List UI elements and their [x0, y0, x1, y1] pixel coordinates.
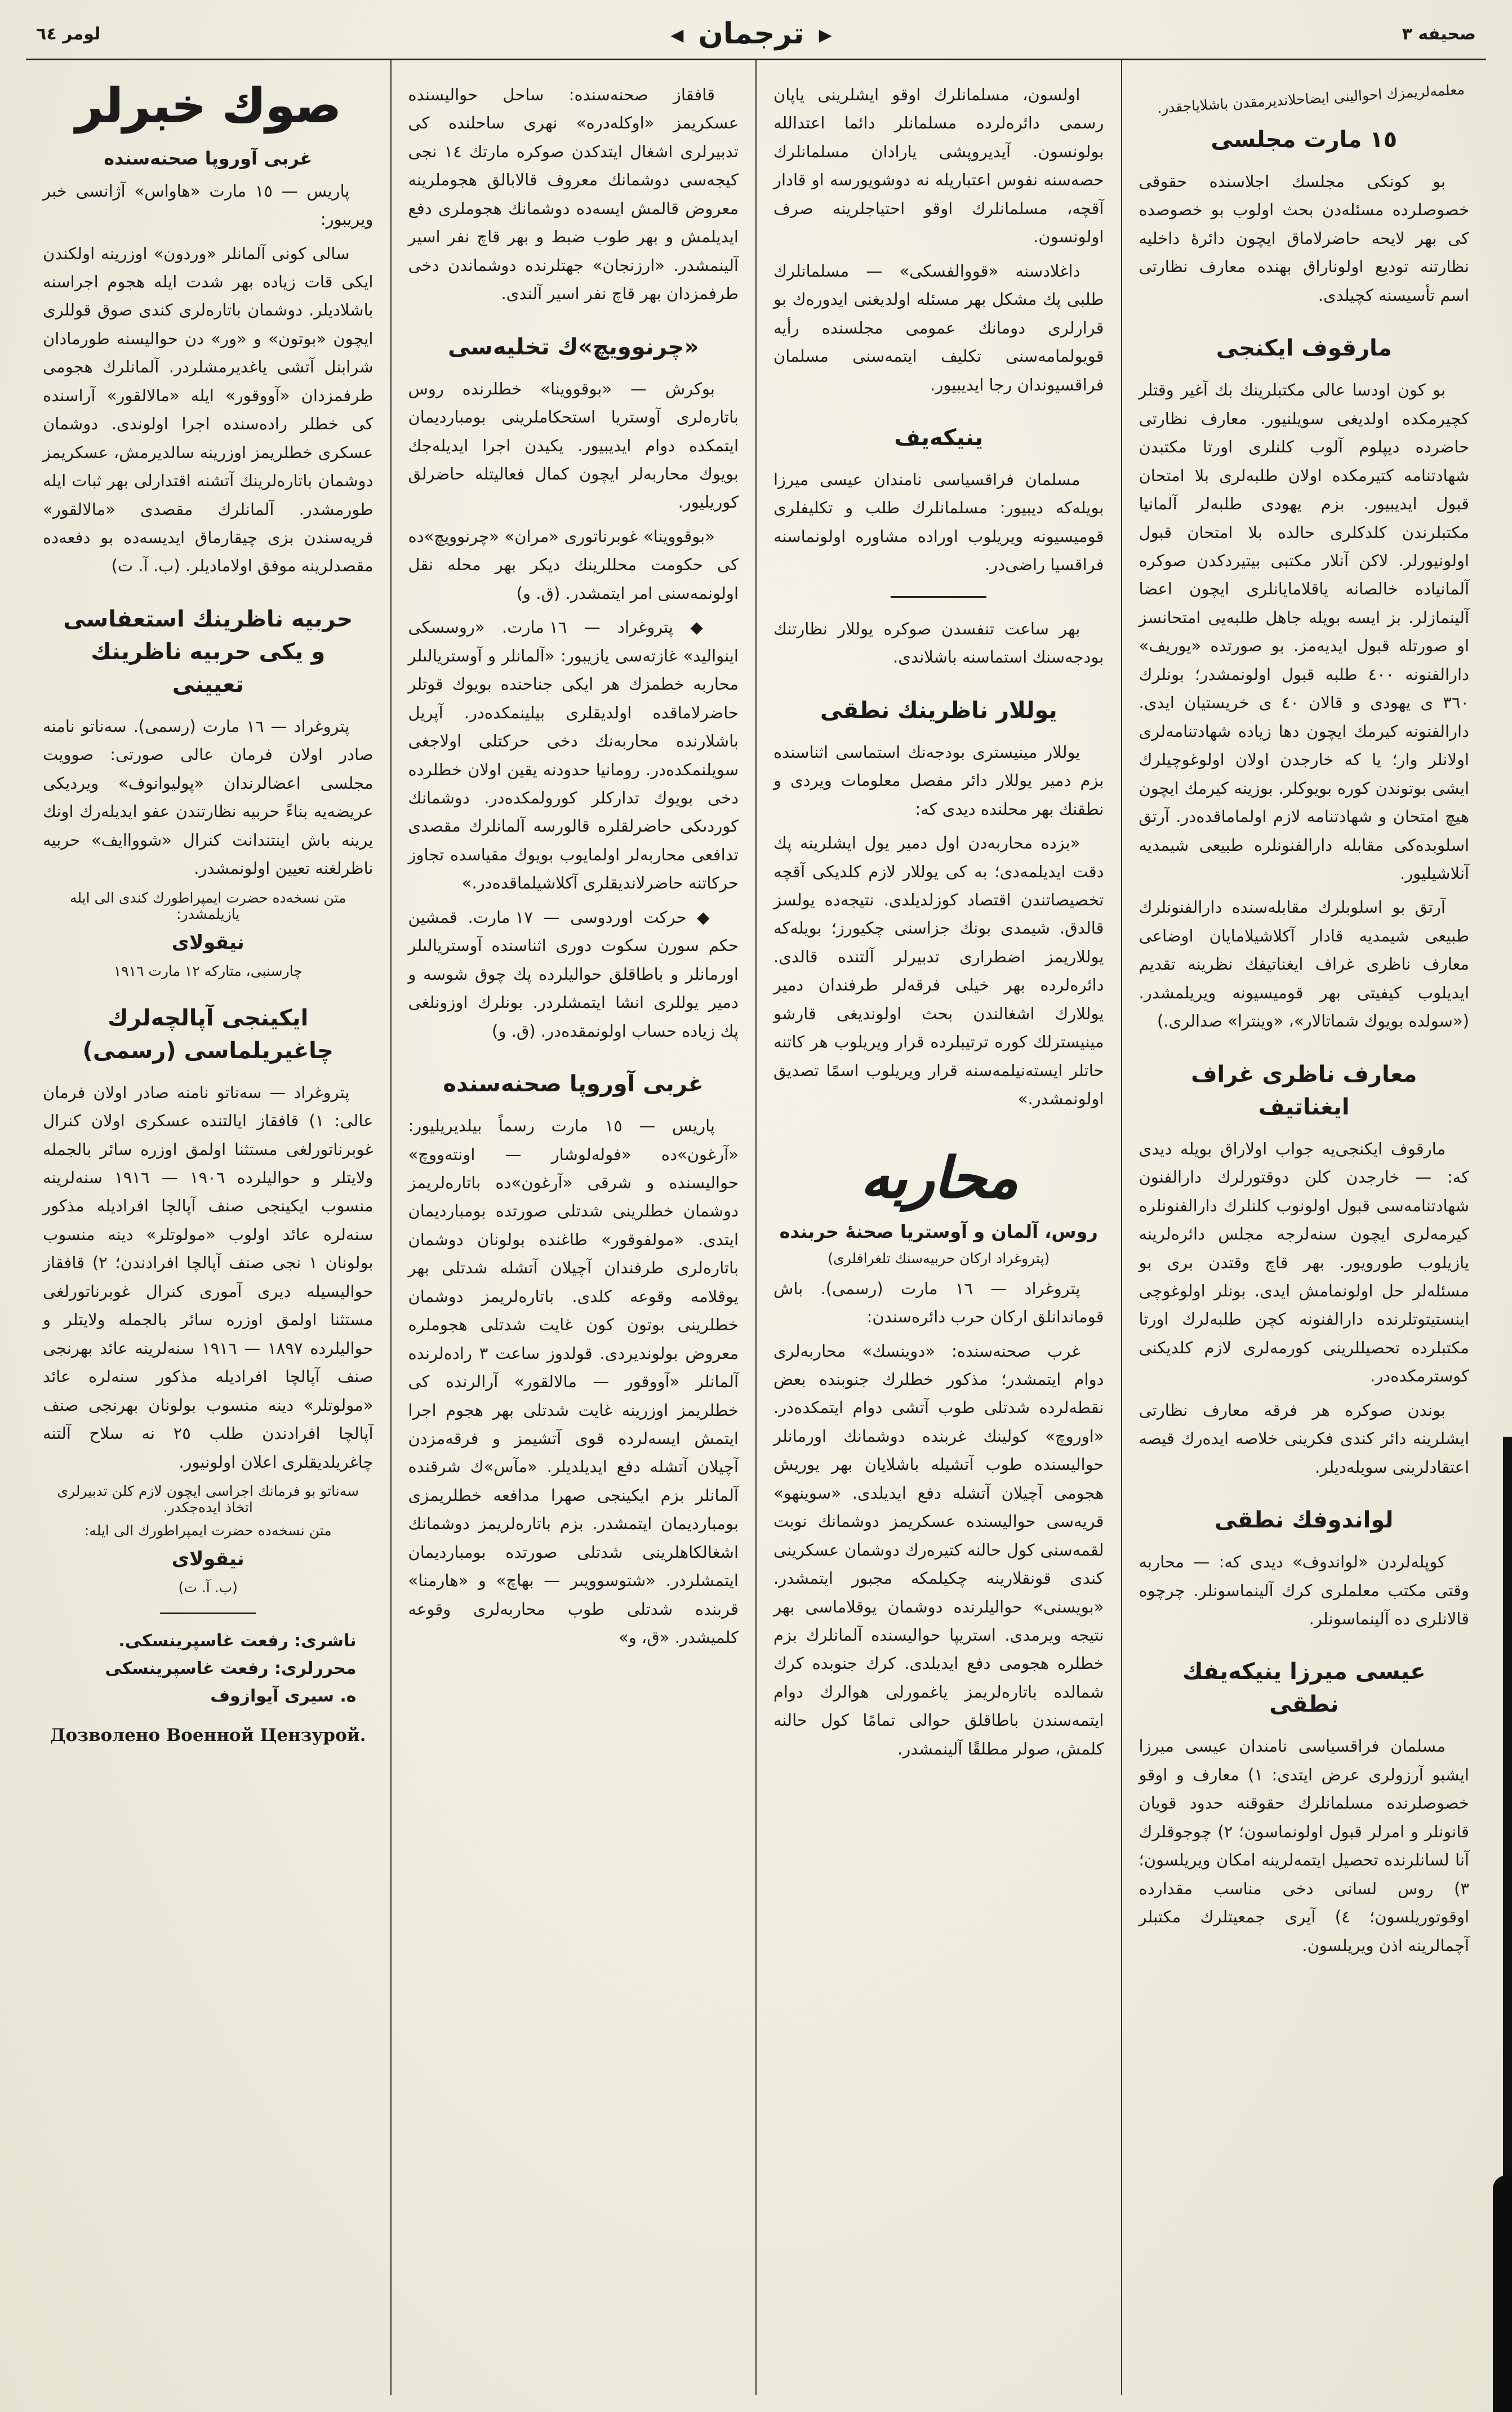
headline-yenikeyev-reply: ينيكه‌يف	[894, 424, 984, 451]
column-caucasus-front	[390, 60, 756, 2395]
para: بوندن صوكره هر فرقه معارف نظارتى ايشلرينه دائر كندى فكرينى خلاصه ايده‌رك قيصه اعتقادلرينى سويله‌ديلر.	[1139, 1400, 1469, 1477]
para: يوللار مينيسترى بودجه‌نك استماسى اثناسنده بزم دمير يوللار دائر مفصل معلومات ويردى و نطقنك بهر محلنده ديدى كه:	[773, 742, 1104, 819]
note-date: چارسنبى، متاركه ١٢ مارت ١٩١٦	[113, 962, 303, 979]
para: داغلادسنه «قووالفسكى» — مسلمانلرك طلبى پك مشكل بهر مسئله اولديغنى ايدوره‌ك بو قرارلرى دومانك عمومى مجلسنده رأيه قويولمامه‌سنى تكليف ايتمه‌سنى مسلمان فراقسيوندان رجا ايديبيور.	[773, 261, 1104, 394]
para: اولسون، مسلمانلرك اوقو ايشلرينى ياپان رسمى دائره‌لرده مسلمانلر دائما اعتدالله بولونسون. آيديروپشى يارادان مسلمانلرك حصه‌سنه نفوس اعتباريله نه دوشويورسه او قادار آقچه، مسلمانلرك اوقو احتياجلرينه صرف اولونسون.	[773, 85, 1104, 247]
para: بو كون اودسا عالى مكتبلرينك بك آغير وقتلر كچيرمكده اولديغى سويلنيور. معارف نظارتى حاضرده ديپلوم آلوب كلنلرى اورتا مكتبدن شهادتنامه كتيرمكده اولان طلبه‌لرى بلا امتحان قبول ايديبيور. بزم يهودى طلبه‌لر آلمانيا مكتبلرندن كلدكلرى حالده بلا امتحان قبول اولونيورلر. لاكن آنلار مكتبى بيتيردكدن صوكره آلمانياده خالصانه ياقلامايانلرى ايچون اعضا آلينمازلر. بز ايسه بويله جاهل طلبه‌يى امتحانسز او صورتله قبول ايديه‌مز. بو صورتده «يوريف» دارالفنونه ٤٠٠ طلبه قبول اولونمشدر؛ بونلرك ٣٦٠ ى يهودى و قالان ٤٠ ى خريستيان ايدى. دارالفنونه كيرمك ايچون دها زياده شهادتنامه‌لرى اولانلر وار؛ يا كه خارجدن اولان اولوغوچيلرك ايشى بوتوندن كوره بويوكلر. بوزينه كيرمك ايچون هيچ امتحان و شهادتنامه لازم اولماماقده‌در. آرتق اسلوبده‌كى مقابله دارالفنونلره طبيعى شيمديه آنلاشيليور.	[1139, 380, 1470, 883]
dateline-petrograd: پتروغراد — ١٦ مارت (رسمى). باش قوماندانلق اركان حرب دائره‌سندن:	[773, 1278, 1104, 1327]
masthead-title: ترجمان	[698, 17, 804, 51]
para: پاريس — ١٥ مارت رسماً بيلديريليور: «آرغون»ده «فوله‌لوشار — اونته‌ووچ» حوالیسنده و شرقى «آرغون»ده باتاره‌لريمز دوشمان خطلرينى شدتلى صورتده بومبارديمان ايتدى. «مولفوقور» طاغنده بولونان دوشمان باتاره‌لرى طرفندان آچيلان آتشله شدتلى بهر يوقلامه وقوعه كلدى. باتاره‌لريمز دوشمان خطلرينى بوتون كون غايت شدتلى هجوملره معروض بولونديردى. قولدوز ساعت ٣ راده‌لرنده آلمانلر «آووقور — مالالقور» آرالرنده كى خطلريمز اوزرينه غايت شدتلى بهر هجوم اجرا ايتمش ايسه‌لرده قوى آتشيمز و فرقه‌مزدن آچيلان آتشله دفع ايديلديلر. «مآس»ك شرقنده آلمانلر بزم ايكينجى صهرا مدافعه خطلريمزى بومبارديمان ايتمشدر. بزم باتاره‌لريمز دوشمانك اشغالكاهلرينى شدتلى صورتده بومبارديمان ايتمشلردر. «شتوسوويىر — بهاچ» و «هارمنا» قربنده شدتلى طوب محاربه‌لرى وقوعه كلميشدر. «ق، و»	[408, 1116, 739, 1647]
headline-levandov: لواندوفك نطقى	[1215, 1507, 1394, 1534]
headline-duma-session: ١٥ مارت مجلسى	[1211, 127, 1398, 153]
marginal-note: معلمه‌لريمزك احوالينى ايضاحلانديرمقدن باشلاياجقدر.	[1156, 81, 1465, 117]
note-imperial-hand: متن نسخه‌ده حضرت ايمپراطورك الى ايله:	[84, 1522, 332, 1539]
para: «بزده محاربه‌دن اول دمير يول ايشلرينه پك دقت ايديلمه‌دى؛ به كى يوللار لازم كلديكى آقچه تخصيصاتندن اقتصاد كوزلديلدى. نتيجه‌ده يولسز قالدق. شيمدى بونك جزاسنى چكيورز؛ بويله‌كه يوللاريمز اضطرارى تدبيرلر آلتنده قالدى. دائره‌لرده بهر خيلى فرقه‌لر طرفندان دمير يوللارك اشغالندن بحث اولونديغى قارشو مينيسترلك كوره ترتيبلرده قرار ويريلوب هر كاتنه حاتلر ايسته‌نيلمه‌سنه قرار ويريلوب اسمًا تصديق اولونمشدر.»	[773, 833, 1104, 1109]
note-imperial-hand: متن نسخه‌ده حضرت ايمپراطورك كندى الى ايله يازيلمشدر:	[70, 889, 346, 922]
censor-line: Дозволено Военной Цензурой.	[50, 1725, 366, 1745]
note-senate: سه‌ناتو بو فرمانك اجراسى ايچون لازم كلن تدبيرلرى اتخاذ ايده‌جكدر.	[57, 1483, 359, 1516]
section-divider	[160, 1613, 256, 1614]
section-divider	[891, 596, 986, 598]
dateline-paris: پاريس — ١٥ مارت «هاواس» آژانسى خبر ويريبور:	[43, 181, 373, 229]
columns	[26, 60, 1486, 2395]
para: پتروغراد — سه‌ناتو نامنه صادر اولان فرمان عالى: ١) قافقاز ايالتنده عسكرى اولان كنرال غوبرناتورلغى مستثنا اولمق اوزره سائر بالجمله ولايتلر و حواليلرده ١٩٠٦ — ١٩١٦ سنه‌لرينه منسوب ايكينجى صنف آپالچا افراديله مذكور سنه‌لره عائد اولوب «مولوتلر» دينه منسوب بولونان ١ نجى صنف آپالچا افرادندن؛ ٢) قافقاز حوالیسيله ديرى آمورى كنرال غوبرناتورلغى مستثنا اولمق اوزره سائر بالجمله ولايتلر و حواليلرده ١٨٩٧ — ١٩١٦ سنه‌لرينه عائد بهرنجى صنف آپالچا افراديله مذكور سنه‌لره عائد «مولوتلر» دينه منسوب بولونان بهرنجى صنف آپالچا افرادندن طلب ٢٥ نه سلاح آلتنه چاغريلديقلرى اعلان اولونيور.	[43, 1082, 373, 1472]
para: سالى كونى آلمانلر «وردون» اوزرينه اولكندن ايكى قات زياده بهر شدت ايله هجوم اجراسنه باشلاديلر. دوشمان باتاره‌لرى كندى صوق قوللرى ايچون «بوتون» و «ور» دن حوالیسنه طورمادان شرابنل آتشى ياغديرمشلردر. آلمانلرك هجومى طرفمزدان «آووقور» ايله «مالالقور» آراسنده كى خطلر راده‌سنده اجرا اولوندى. دوشمان عسكرى خطلريمز اوزرينه سالديرمش، عسكريمز دوشمان باتاره‌لرينك آتشنه اقتدارلى بهر ثبات ايله طورمشدر. آلمانلرك مقصدى «مالالقور» قريه‌سندن بزى چيقارماق ايديسه‌ده بو دفعه‌ده مقصدلرينه موفق اولاماديلر. (ب. آ. ت)	[43, 243, 373, 576]
issue-number: لومر ٦٤	[36, 24, 101, 44]
para: پتروغراد — ١٦ مارت (رسمى). سه‌ناتو نامنه صادر اولان فرمان عالى صورتى: صوويت مجلسى اعضالرندان «پوليوانوف» ويرديكى عريضه‌يه بناءً حربيه نظارتندن عفو ايديله‌رك اونك يرينه باش اينتندانت كنرال «شوواايف» حربيه ناظرلغنه تعيين اولونمشدر.	[43, 716, 373, 878]
headline-war-minister: حربيه ناظرينك استعفاسى و يكى حربيه ناظرينك تعيينى	[63, 606, 353, 698]
column-duma-session	[1121, 60, 1487, 2395]
para: مسلمان فراقسياسى نامندان عيسى ميرزا بويله‌كه ديبيور: مسلمانلرك طلب و تكليفلرى قوميسيونه ويريلوب اوراده مشاوره اولونماسنه فراقسيا راضى‌در.	[773, 469, 1104, 575]
subhead-war-fronts: روس، آلمان و آوستريا صحنهٔ حربنده	[779, 1220, 1098, 1242]
headline-markov: مارقوف ايكنجى	[1216, 335, 1392, 362]
para: غرب صحنه‌سنده: «دوينسك» محاربه‌لرى دوام ايتمشدر؛ مذكور خطلرك جنوبنده بعض نقطه‌لرده شدتلى طوب آتشى دوام ايتمكده‌در. «اوروچ» كولينك غربنده دوشمانك اورمانلر حوالیسنده طوب آتشيله باشلايان بهر يوريش هجومى آچيلان آتشله دفع ايديلدى. «سوينهو» قريه‌سى حوالیسنده عسكريمز دوشمانك نوبت لقمه‌سنى كول حالنه كتيره‌رك دوشمان عسكرينى كندى قونقلارينه چكيلمكه مجبور ايتمشدر. «بويسنى» حواليلرنده دوشمان يوقلاماسى بهر نتيجه ويرمدى. استريپا حواليسنده آلمانلرك بزم خطلره هجومى دفع ايديلدى. كرك جنوبده كرك شمالده باتاره‌لريمز ياغمورلى هوالرك دوام ايتمه‌سندن باطاقلق حوالى تمامًا كول حالنه كلمش، صولر مطلقًا آلينمشدر.	[773, 1341, 1104, 1758]
masthead	[670, 17, 831, 51]
masthead-ornament-icon: ◀	[670, 25, 684, 45]
signature-nicholas: نيقولاى	[171, 931, 244, 954]
masthead-ornament-icon: ▶	[819, 25, 832, 45]
para: بو كونكى مجلسك اجلاسنده حقوقى خصوصلرده مسئله‌دن بحث اولوب بو خصوصده كى بهر لايحه حاضرلاماق ايچون دائرهٔ داخليه نظارتنه توديع اولوناراق بهنده معارف نظارتى اسم تأسيسنه كچيلدى.	[1139, 172, 1469, 305]
headline-war: محاربه	[860, 1144, 1017, 1211]
para: قافقاز صحنه‌سنده: ساحل حوالیسنده عسكريمز «اوكله‌دره» نهرى ساحلنده كى تدبيرلرى اشغال ايتدكدن صوكره مارتك ١٤ نجى كيجه‌سى دوشمانك معروف قالابالق هجوملرينه معروض قالمش ايسه‌ده دوشمانك هجوملرى دفع ايديلمش و بهر طوب ضبط و بهر قاچ نفر اسير آلينمشدر. «ارزنجان» جهتلرنده دوشماندن دخى طرفمزدان بهر قاچ نفر اسير آلندى.	[408, 85, 739, 304]
page-number: صحيفه ٣	[1402, 24, 1476, 44]
para: مارقوف ايكنجى‌يه جواب اولاراق بويله ديدى كه: — خارجدن كلن دوقتورلرك دارالفنون شهادتنامه‌سى قبول اولونوب كلنلرك دارالفنونلره كيرمه‌لرى ايچون سنه‌لرجه مجلس دائره‌لرينه يازيلوب طورويور. بهر قاچ وقتدن برى بو مسئله‌لر حل اولونمامش ايدى. بونلر اولوغوچى اينستيتوتلرنده دارالفنونه كچن طلبه‌لرك اورتا مكتبلرده تحصيللرينى كورمه‌لرى لازم كلديكنى كوسترمكده‌در.	[1139, 1139, 1469, 1386]
column-muslim-fraction-war	[755, 60, 1121, 2395]
publisher-line: ناشرى: رفعت غاسپرينسكى.	[118, 1631, 357, 1651]
marked-paragraph: ◆ حركت اوردوسى — ١٧ مارت. قمشين حكم سورن سكوت دورى اثناسنده آوستريالىلر اورمانلر و باطاقلق حواليلرده پك چوق شوسه و دمير يوللرى انشا ايتمشلردر. بونلرك اوزونلغى پك زياده حساب اولونمقده‌در. (ق. و)	[408, 907, 739, 1041]
headline-latest-news: صوك خبرلر	[75, 78, 341, 133]
para: مسلمان فراقسياسى نامندان عيسى ميرزا ايشبو آرزولرى عرض ايتدى: ١) معارف و اوقو خصوصلرنده مسلمانلرك حقوقنه حدود قويان قانونلر و امرلر قبول اولونماسون؛ ٢) چوجوقلرك آنا لسانلرنده تحصيل ايتمه‌لرينه امكان ويريلسون؛ ٣) روس لسانى دخى مناسب مقدارده اوقوتوريلسون؛ ٤) آيرى جمعيتلرك مكتبلر آچمالرينه اذن ويريلسون.	[1139, 1736, 1470, 1955]
column-latest-news	[26, 60, 390, 2395]
note-telegrams: (پتروغراد اركان حربيه‌سنك تلغرافلرى)	[828, 1250, 1050, 1267]
para: بهر ساعت تنفسدن صوكره يوللار نظارتنك بودجه‌سنك استماسنه باشلاندى.	[773, 619, 1104, 667]
signature-nicholas: نيقولاى	[171, 1548, 244, 1570]
editor-line-2: ه. سيرى آيوازوف	[210, 1686, 357, 1706]
scan-artifact-corner	[1493, 2175, 1512, 2412]
headline-ignatiev: معارف ناظرى غراف ايغناتيف	[1191, 1061, 1417, 1120]
marked-paragraph: ◆ پتروغراد — ١٦ مارت. «روسسكى اينواليد» غازته‌سى يازيبور: «آلمانلر و آوستريالىلر محاربه خطمزك هر ايكى جناحنده بويوك قوتلر حاضرلاماقده اولديقلرى بيلينمكده‌در. آپريل باشلارنده محاربه‌نك دخى حركتلى اولاجغى سويلنمكده‌در. رومانيا حدودنه يقين اولان خطلرده دخى بويوك تداركلر كورولمكده‌در. دوشمانك كوردىكى حاضرلقلره قالورسه آلمانلرك مقصدى تدافعى محاربه‌لر اولمايوب بويوك مقياسده تجاوز حركاتنه حاضرلانديقلرى آكلاشيلماقده‌در.»	[408, 618, 739, 893]
para: كوپله‌لردن «لواندوف» ديدى كه: — محاربه وقتى مكتب معلملرى كرك آلينماسونلر. چرچوه قالانلرى ده آلينماسونلر.	[1139, 1552, 1469, 1629]
headline-west-europe: غربى آوروپا صحنه‌سنده	[443, 1071, 704, 1098]
editor-line: محررلرى: رفعت غاسپرينسكى	[105, 1659, 357, 1678]
headline-second-levy: ايكينجى آپالچه‌لرك چاغيريلماسى (رسمى)	[82, 1005, 333, 1064]
para: بوكرش — «بوقووينا» خطلرنده روس باتاره‌لرى آوستريا استحكاملرينى بومبارديمان ايتمكده دوام ايديبيور. يكيدن اجرا ايديله‌جك بويوك محاربه‌لر ايچون كمال فعاليتله حاضرلق كوريليور.	[408, 379, 739, 512]
para: آرتق بو اسلوبلرك مقابله‌سنده دارالفنونلرك طبيعى شيمديه قادار آكلاشيلامايان اوضاعى معارف ناظرى غراف ايغناتيفك نظرينه تقديم ايديلوب كيفيتى بهر قوميسيونه ويريلمشدر. («سولده بويوك شماتالار»، «وينترا» صدالرى.)	[1139, 898, 1469, 1031]
headline-railways-minister: يوللار ناظرينك نطقى	[820, 697, 1057, 723]
headline-czernowitz: «چرنوويچ»ك تخليه‌سى	[448, 334, 699, 360]
para: «بوقووينا» غوبرناتورى «مران» «چرنوويچ»ده كى حكومت محللرينك ديكر بهر محله نقل اولونمه‌سنى امر ايتمشدر. (ق. و)	[408, 526, 739, 603]
headline-yenikeyev: عيسى ميرزا ينيكه‌يفك نطقى	[1182, 1659, 1426, 1718]
page-header	[26, 12, 1486, 60]
note-agency: (ب. آ. ت)	[178, 1579, 238, 1596]
subhead-west-europe: غربى آوروپا صحنه‌سنده	[104, 147, 313, 169]
